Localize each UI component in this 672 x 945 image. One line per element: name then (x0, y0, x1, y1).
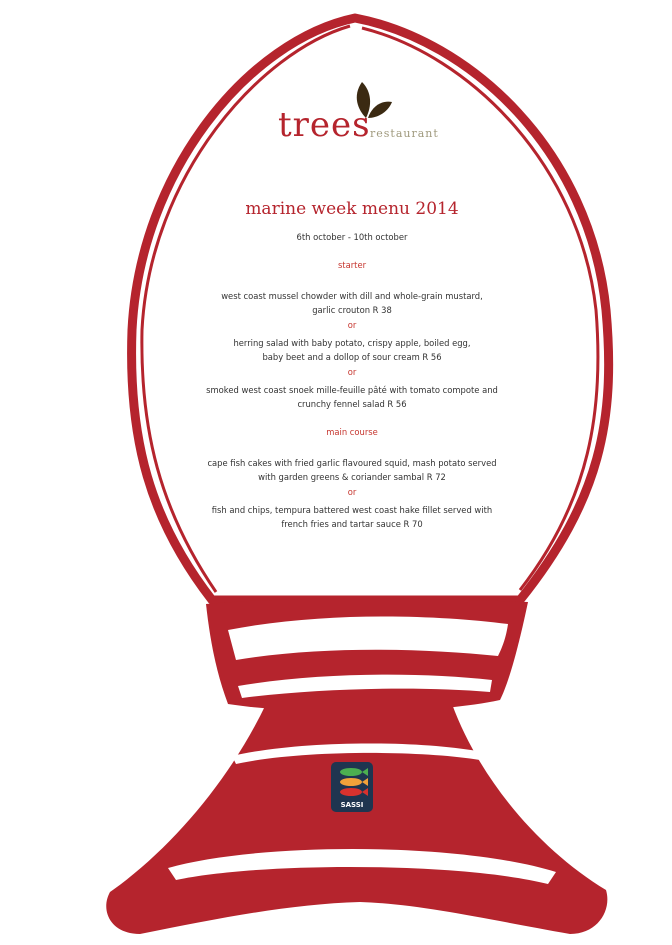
logo-subtitle: restaurant (370, 127, 439, 140)
or-divider: or (347, 487, 357, 497)
or-divider: or (347, 320, 357, 330)
logo-name: trees (278, 105, 371, 145)
main-item: fish and chips, tempura battered west coast hake fillet served with french fries and tartar sauce R 70 (211, 505, 493, 529)
starter-item: west coast mussel chowder with dill and whole-grain mustard, garlic crouton R 38 (221, 291, 483, 315)
restaurant-logo (270, 78, 440, 158)
starter-heading: starter (337, 260, 367, 270)
fish-tail (106, 704, 607, 934)
menu-content (150, 198, 554, 531)
or-divider: or (347, 367, 357, 377)
menu-title: marine week menu 2014 (245, 199, 459, 219)
starter-item: herring salad with baby potato, crispy apple, boiled egg, baby beet and a dollop of sour cream R 56 (233, 338, 471, 362)
sassi-label: SASSI (340, 801, 364, 809)
main-course-heading: main course (326, 427, 378, 437)
sassi-badge-icon (331, 762, 373, 812)
menu-dates: 6th october - 10th october (296, 232, 408, 242)
starter-item: smoked west coast snoek mille-feuille pâté with tomato compote and crunchy fennel salad R 56 (206, 385, 498, 409)
main-item: cape fish cakes with fried garlic flavoured squid, mash potato served with garden greens & coriander sambal R 72 (207, 458, 497, 482)
